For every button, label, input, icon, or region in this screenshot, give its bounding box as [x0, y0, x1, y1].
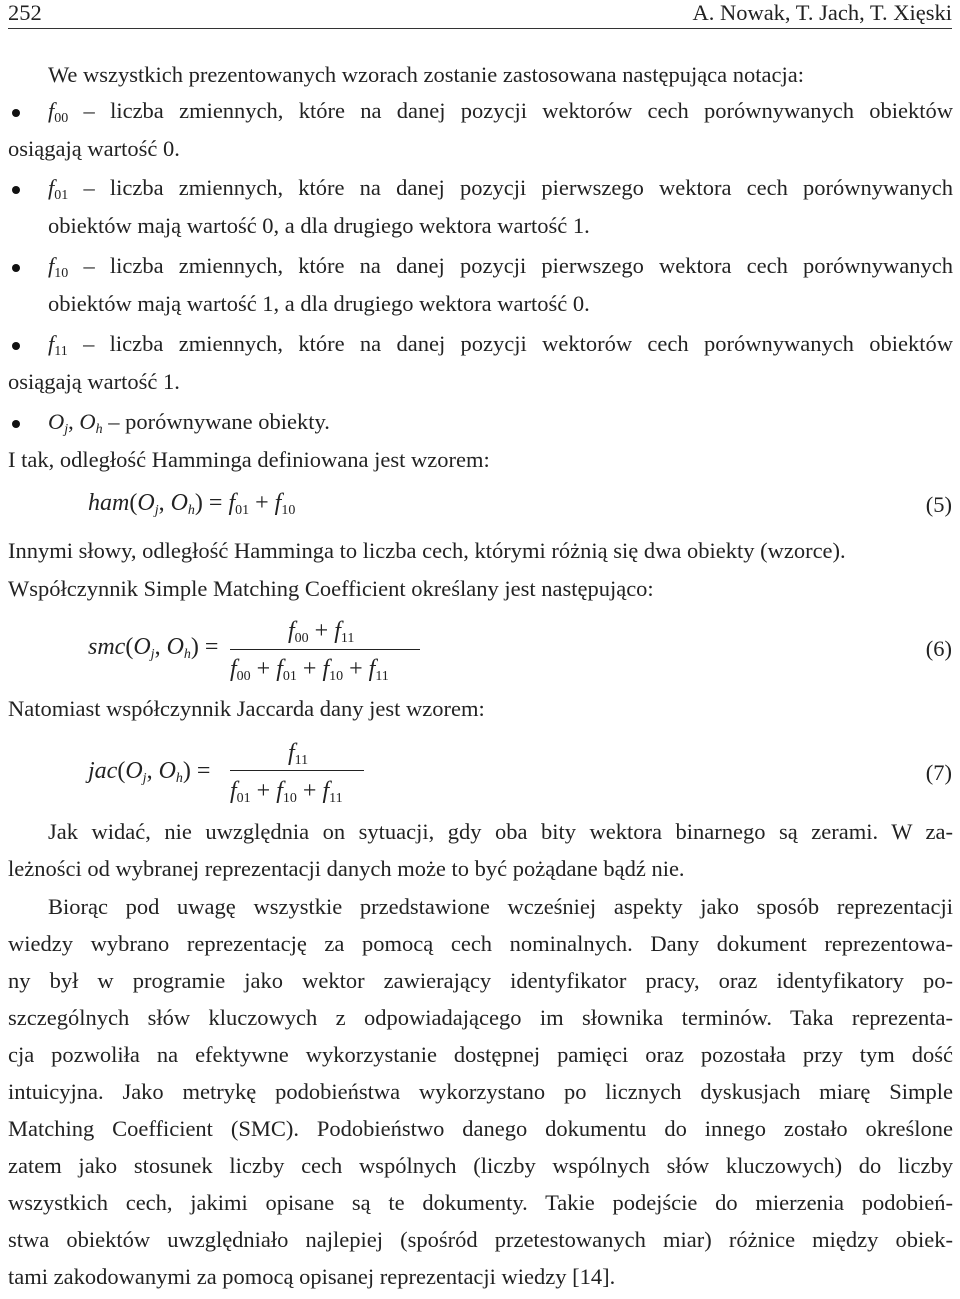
paragraph-line: ny był w programie jako wektor zawierający identyfikator pracy, oraz identyfikatory po-	[8, 968, 953, 993]
notation-intro: We wszystkich prezentowanych wzorach zostanie zastosowana następująca notacja:	[48, 62, 804, 87]
running-authors: A. Nowak, T. Jach, T. Xięski	[692, 0, 952, 25]
paragraph-line: Jak widać, nie uwzględnia on sytuacji, gdy oba bity wektora binarnego są zerami. W za-	[48, 819, 953, 844]
hamming-explanation: Innymi słowy, odległość Hamminga to liczba cech, którymi różnią się dwa obiekty (wzorce).	[8, 538, 846, 563]
bullet-f00-line1: $f_{00}$ – liczba zmiennych, które na danej pozycji wektorów cech porównywanych obiektów	[48, 98, 953, 126]
paragraph-line: intuicyjna. Jako metrykę podobieństwa wykorzystano po licznych dyskusjach miarę Simple	[8, 1079, 953, 1104]
equation-5-number: (5)	[925, 492, 952, 517]
equation-6-lhs: $smc(O_j$, $O_h$) =	[88, 634, 219, 662]
fraction-bar	[230, 649, 420, 650]
bullet-f01-line2: obiektów mają wartość 0, a dla drugiego wektora wartość 1.	[48, 213, 590, 238]
paragraph-line: zatem jako stosunek liczby cech wspólnych (liczby wspólnych słów kluczowych) do liczby	[8, 1153, 953, 1178]
bullet-icon	[12, 342, 20, 350]
equation-6-number: (6)	[925, 636, 952, 661]
equation-7-numerator: $f_{11}$	[288, 740, 309, 768]
bullet-f10-line1: $f_{10}$ – liczba zmiennych, które na danej pozycji pierwszego wektora cech porównywanych	[48, 253, 953, 281]
page-number: 252	[8, 0, 42, 25]
paragraph-line: wszystkich cech, jakimi opisane są te dokumenty. Takie podejście do mierzenia podobień-	[8, 1190, 953, 1215]
paragraph-line: cja pozwoliła na efektywne wykorzystanie dostępnej pamięci oraz pozostała przy tym dość	[8, 1042, 953, 1067]
bullet-icon	[12, 109, 20, 117]
jaccard-intro: Natomiast współczynnik Jaccarda dany jest wzorem:	[8, 696, 485, 721]
paragraph-line: Biorąc pod uwagę wszystkie przedstawione wcześniej aspekty jako sposób reprezentacji	[48, 894, 953, 919]
equation-6-numerator: $f_{00} + f_{11}$	[288, 618, 355, 646]
page-header	[8, 0, 952, 29]
paragraph-line: tami zakodowanymi za pomocą opisanej reprezentacji wiedzy [14].	[8, 1264, 616, 1289]
bullet-icon	[12, 420, 20, 428]
bullet-f11-line1: $f_{11}$ – liczba zmiennych, które na danej pozycji wektorów cech porównywanych obiektów	[48, 331, 953, 359]
bullet-objects: $O_j$, $O_h$ – porównywane obiekty.	[48, 409, 330, 437]
equation-5: $ham(O_j$, $O_h) = f_{01} + f_{10}$	[88, 490, 296, 518]
paragraph-line: Matching Coefficient (SMC). Podobieństwo danego dokumentu do innego zostało określone	[8, 1116, 953, 1141]
paragraph-line: wiedzy wybrano reprezentację za pomocą cech nominalnych. Dany dokument reprezentowa-	[8, 931, 953, 956]
paragraph-line: szczególnych słów kluczowych z odpowiadającego im słownika terminów. Taka reprezenta-	[8, 1005, 953, 1030]
paragraph-line: stwa obiektów uwzględniało najlepiej (spośród przetestowanych miar) różnice między obiek-	[8, 1227, 953, 1252]
bullet-icon	[12, 264, 20, 272]
bullet-f01-line1: $f_{01}$ – liczba zmiennych, które na danej pozycji pierwszego wektora cech porównywanych	[48, 175, 953, 203]
bullet-f00-line2: osiągają wartość 0.	[8, 136, 180, 161]
bullet-f11-line2: osiągają wartość 1.	[8, 369, 180, 394]
smc-intro: Współczynnik Simple Matching Coefficient określany jest następująco:	[8, 576, 654, 601]
equation-7-denominator: $f_{01} + f_{10} + f_{11}$	[230, 778, 343, 806]
fraction-bar	[230, 770, 364, 771]
hamming-intro: I tak, odległość Hamminga definiowana jest wzorem:	[8, 447, 490, 472]
equation-7-lhs: $jac(O_j$, $O_h$) =	[88, 758, 211, 786]
paragraph-line: leżności od wybranej reprezentacji danych może to być pożądane bądź nie.	[8, 856, 685, 881]
equation-7-number: (7)	[925, 760, 952, 785]
equation-6-denominator: $f_{00} + f_{01} + f_{10} + f_{11}$	[230, 656, 389, 684]
bullet-f10-line2: obiektów mają wartość 1, a dla drugiego wektora wartość 0.	[48, 291, 590, 316]
bullet-icon	[12, 186, 20, 194]
